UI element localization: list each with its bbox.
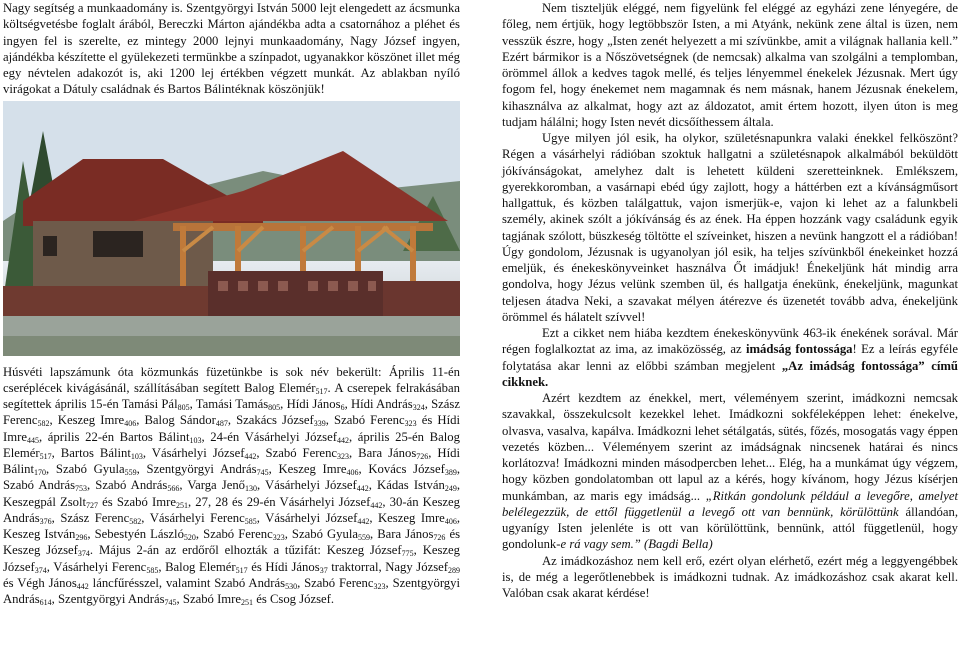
house-number: 323 (404, 419, 417, 429)
paragraph-volunteers: Húsvéti lapszámunk óta közmunkás füzetünkbe is sok név bekerült: Április 11-én cseréplécek kivágásánál, szállításában segített Balog Elemér$_{517}$. A cserepek felrakásában segítettek április 15-én Tamási Pál$_{805}$, Tamási Tamás$_{805}$, Hídi János$_6$, Hídi András$_{324}$, Szász Ferenc$_{582}$, Keszeg Imre$_{406}$, Balog Sándor$_{487}$, Szakács József$_{339}$, Szabó Ferenc$_{323}$ és Hídi Imre$_{445}$, április 22-én Bartos Bálint$_{103}$, 24-én Vásárhelyi József$_{442}$, április 25-én Balog Elemér$_{517}$, Bartos Bálint$_{103}$, Vásárhelyi József$_{442}$, Szabó Ferenc$_{323}$, Bara János$_{726}$, Hídi Bálint$_{170}$, Szabó Gyula$_{559}$, Szentgyörgyi András$_{745}$, Keszeg Imre$_{406}$, Kovács József$_{389}$, Szabó András$_{753}$, Szabó András$_{566}$, Varga Jenő$_{130}$, Vásárhelyi József$_{442}$, Kádas István$_{249}$, Keszegpál Zsolt$_{727}$ és Szabó Imre$_{251}$, 27, 28 és 29-én Vásárhelyi József$_{442}$, 30-án Keszeg András$_{376}$, Szász Ferenc$_{582}$, Vásárhelyi Ferenc$_{585}$, Vásárhelyi József$_{442}$, Keszeg Imre$_{406}$, Keszeg István$_{296}$, Sebestyén László$_{520}$, Szabó Ferenc$_{323}$, Szabó Gyula$_{559}$, Bara János$_{726}$ és Keszeg József$_{374}$. Május 2-án az erdőről elhozták a tűzifát: Keszeg József$_{775}$, Keszeg József$_{374}$, Vásárhelyi Ferenc$_{585}$, Balog Elemér$_{517}$ és Hídi János$_{37}$ traktorral, Nagy József$_{289}$ és Végh János$_{442}$ láncfűrésszel, valamint Szabó András$_{530}$, Szabó Ferenc$_{323}$, Szentgyörgyi András$_{614}$, Szentgyörgyi András$_{745}$, Szabó Imre$_{251}$ és Csog József. (3, 364, 461, 607)
house-number: 249 (444, 484, 457, 494)
building-photo (3, 101, 460, 356)
house-number: 517 (315, 386, 328, 396)
house-number: 582 (37, 419, 50, 429)
house-number: 442 (336, 435, 349, 445)
house-number: 442 (357, 516, 370, 526)
house-number: 339 (313, 419, 326, 429)
house-number: 775 (401, 549, 414, 559)
house-number: 530 (285, 581, 298, 591)
house-number: 582 (129, 516, 142, 526)
left-column (3, 0, 460, 607)
house-number: 442 (356, 484, 369, 494)
house-number: 727 (86, 500, 99, 510)
volunteer-list (3, 364, 460, 608)
paragraph-prayer-ways: Azért kezdtem az énekkel, mert, véleményem szerint, imádkozni nemcsak szavakkal, összekulcsolt kezekkel lehet. Imádkozni sokféleképpen lehet: énekelve, olvasva, vasalva, kapálva. Imádkozni lehet sétálgatás, sütés, főzés, mosogatás vagy éppen vezetés közben... Véleményem szerint az imádságnak nincsenek határai és nincs korlátozva! Imádkozni minden másodpercben lehet... Elég, ha a munkámat úgy végzem, hogy közben gondolatomban ott lapul az a kérés, hogy kívánom, hogy Jézus kísérjen munkámban, az maris egy imádság... „Ritkán gondolunk például a levegőre, amelyet belélegezzük, de ettől függetlenül a levegő ott van bennünk, körülöttünk állandóan, ugyanígy Isten jelenléte is ott van körülöttünk, bennünk, attól függetlenül, hogy gondolunk-e rá vagy sem.” (Bagdi Bella) (502, 391, 958, 552)
house-number: 103 (130, 451, 143, 461)
right-column (502, 0, 958, 601)
building-photo-drawing (3, 101, 460, 356)
intro-paragraph (3, 0, 460, 98)
paragraph-work-donations: Nagy segítség a munkaadomány is. Szentgyörgyi István 5000 lejt elengedett az ácsmunka költségvetésbe foglalt árából, Bereczki Márton ajándékba adta a csatornához a pléhet és ingyen fel is szerelte, ez mintegy 2000 lejnyi munkaadomány, Nagy József ingyen, ajándékba készítette el gyülekezeti termünkbe a színpadot, ugyanakkor köszönet illet még egy névtelen adakozót is, aki 1200 lej értékben végzett munkát. Az ablakban nyíló virágokat a Dátuly családnak és Bartos Bálintéknak köszönjük! (3, 1, 460, 97)
house-number: 130 (245, 484, 258, 494)
house-number: 559 (358, 533, 370, 542)
paragraph-church-music: Nem tiszteljük eléggé, nem figyelünk fel eléggé az egyházi zene lényegére, de főleg, nem értjük, hogy legtöbbször Isten, a mi Atyánk, nekünk zene által is üzen, nem vesszük észre, hogy „Isten zenét helyezett a mi szívünkbe, amit a világnak hallania kell.” Ezért bármikor is a Nőszövetségnek (de nemcsak) alkalma van szolgálni a templomban, örömmel állok a kedves tagok mellé, és teljes lényemmel énekelek Jézusnak. Mert úgy fogom fel, hogy énekemet nem magamnak és nem másnak, hanem Jézusnak énekelem, kihasználva az alkalmat, hogy azt az áldozatot, amit értem hozott, ilyen úton is meg tudjam hálálni; hogy Isten nevét dicsőíthessem általa. (502, 1, 958, 129)
house-number: 323 (337, 451, 350, 461)
house-number: 323 (373, 581, 386, 591)
house-number: 251 (241, 598, 254, 607)
house-number: 374 (77, 549, 90, 559)
house-number: 753 (75, 484, 88, 494)
house-number: 389 (444, 468, 457, 477)
house-number: 614 (39, 598, 52, 607)
house-number: 726 (433, 533, 446, 542)
house-number: 324 (412, 403, 425, 412)
house-number: 517 (235, 565, 248, 575)
house-number: 289 (448, 565, 460, 575)
house-number: 585 (146, 565, 159, 575)
house-number: 726 (416, 451, 429, 461)
paragraph-birthday-songs: Ugye milyen jól esik, ha olykor, születésnapunkra valaki énekkel felköszönt? Régen a vásárhelyi rádióban szoktuk hallgatni a születésnapok alkalmából beküldött jókívánságokat, amelyhez dalt is lehetett küldeni szeretteinknek. Emlékszem, gyerekkoromban, a vasárnapi ebéd úgy zajlott, hogy a háttérben ezt a kívánságműsort hallgattuk, és közben találgattuk, vajon ismerjük-e, vajon ki lehet az a falunkbeli személy, akinek szólt a jókívánság és az ének. Ha éppen hozzánk vagy családunk egyik tagjának szólott, büszkeség töltötte el szíveinket, hiszen a nevünk hangzott el a rádióban! Úgy gondolom, Jézusnak is ugyanolyan jól esik, ha teljes szívünkből énekeinket hozzá emeljük, és énekeskönyveinket használva Őt imádjuk! Énekeljünk hát mindig arra gondolva, hogy Jézus velünk szemben ül, és hallgatja énekünk, énekeljünk, magunkat teljesen átadva Neki, a szavakat mélyen átérezve és üzenetét tovább adva, énekeljünk örömmel és hálatelt szívvel! (502, 131, 958, 324)
house-number: 805 (177, 403, 190, 412)
house-number: 517 (39, 451, 52, 461)
house-number: 103 (189, 435, 202, 445)
house-number: 745 (164, 598, 177, 607)
house-number: 520 (183, 533, 196, 542)
house-number: 442 (76, 581, 89, 591)
house-number: 805 (268, 403, 281, 412)
house-number: 374 (34, 565, 47, 575)
paragraph-prayer-will: Az imádkozáshoz nem kell erő, ezért olyan elérhető, ezért még a leggyengébbek is, de még a legerőtlenebbek is imádkozni tudnak. Az imádkozáshoz csak akarat kell. Valóban csak akarat kérdése! (502, 553, 958, 600)
house-number: 296 (75, 533, 88, 542)
house-number: 442 (244, 451, 257, 461)
house-number: 323 (272, 533, 285, 542)
house-number: 487 (215, 419, 228, 429)
house-number: 442 (370, 500, 383, 510)
house-number: 376 (39, 516, 52, 526)
paragraph-prayer-intro: Ezt a cikket nem hiába kezdtem énekeskönyvünk 463-ik énekének sorával. Már régen foglalkoztat az ima, az imaközösség, az imádság fontossága! Ez a leírás egyféle folytatása akar lenni az előbbi számban megjelent „Az imádság fontossága” című cikknek. (502, 326, 958, 389)
house-number: 251 (175, 500, 188, 510)
house-number: 406 (444, 516, 457, 526)
house-number: 445 (26, 435, 39, 445)
house-number: 585 (244, 516, 257, 526)
house-number: 406 (124, 419, 137, 429)
house-number: 745 (256, 468, 269, 477)
house-number: 559 (124, 468, 137, 477)
house-number: 6 (340, 403, 345, 412)
house-number: 37 (319, 565, 328, 575)
house-number: 406 (346, 468, 359, 477)
house-number: 170 (34, 468, 47, 477)
house-number: 566 (167, 484, 180, 494)
